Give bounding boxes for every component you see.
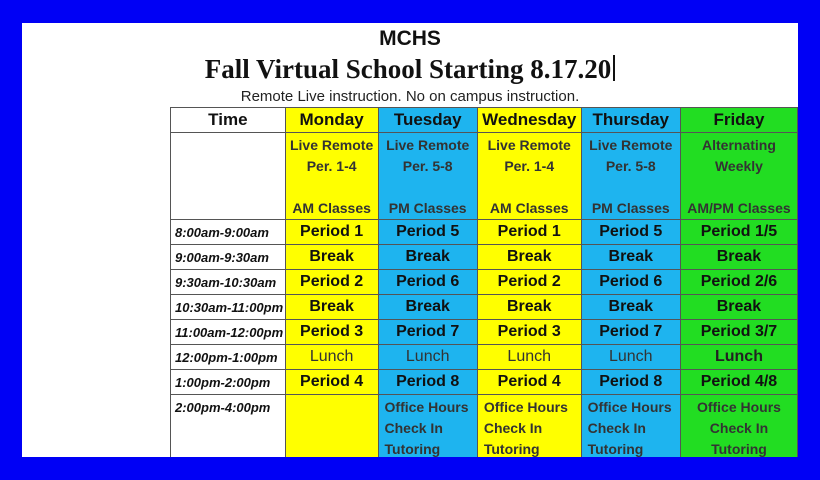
schedule-cell: Period 1: [477, 220, 581, 245]
info-line: Per. 5-8: [402, 158, 453, 174]
info-line: PM Classes: [388, 200, 467, 216]
office-hours-row: [171, 395, 798, 458]
office-line: Tutoring: [711, 441, 767, 457]
schedule-cell: Lunch: [378, 345, 477, 370]
schedule-cell: Period 3: [477, 320, 581, 345]
schedule-cell: Break: [285, 295, 378, 320]
schedule-row: [171, 245, 798, 270]
schedule-cell: Period 8: [581, 370, 680, 395]
schedule-cell: Break: [581, 245, 680, 270]
schedule-cell: Period 5: [378, 220, 477, 245]
info-cell-wednesday: [477, 133, 581, 220]
schedule-row: [171, 370, 798, 395]
info-line: Live Remote: [589, 137, 673, 153]
schedule-cell: Period 2: [477, 270, 581, 295]
schedule-row: [171, 320, 798, 345]
time-cell: 9:30am-10:30am: [171, 270, 286, 295]
schedule-cell: Period 6: [581, 270, 680, 295]
office-cell-wednesday: [477, 395, 581, 458]
office-line: Check In: [709, 420, 769, 436]
schedule-cell: Period 3/7: [680, 320, 797, 345]
header-row: [171, 108, 798, 133]
info-line: Live Remote: [386, 137, 470, 153]
time-cell: 1:00pm-2:00pm: [171, 370, 286, 395]
schedule-cell: Break: [680, 295, 797, 320]
schedule-cell: Lunch: [477, 345, 581, 370]
office-cell-friday: [680, 395, 797, 458]
col-monday: Monday: [285, 108, 378, 133]
time-cell: 11:00am-12:00pm: [171, 320, 286, 345]
office-cell-monday: [285, 395, 378, 458]
office-line: Office Hours: [384, 399, 469, 415]
info-line: Per. 1-4: [306, 158, 357, 174]
schedule-cell: Period 2/6: [680, 270, 797, 295]
info-cell-friday: [680, 133, 797, 220]
office-line: Check In: [483, 420, 543, 436]
info-line: [379, 177, 477, 198]
office-cell-thursday: [581, 395, 680, 458]
schedule-row-lunch: [171, 345, 798, 370]
schedule-title-text: Fall Virtual School Starting 8.17.20: [204, 54, 612, 84]
info-line: [582, 177, 680, 198]
info-line: Per. 1-4: [504, 158, 555, 174]
office-line: Tutoring: [483, 441, 540, 457]
schedule-row: [171, 220, 798, 245]
office-line: Office Hours: [587, 399, 672, 415]
info-line: Live Remote: [289, 137, 374, 153]
schedule-cell: Period 5: [581, 220, 680, 245]
time-cell: 2:00pm-4:00pm: [171, 395, 286, 458]
info-line: PM Classes: [591, 200, 670, 216]
schedule-cell: Period 4/8: [680, 370, 797, 395]
schedule-cell: Period 3: [285, 320, 378, 345]
schedule-table: [170, 107, 798, 457]
schedule-cell: Period 1/5: [680, 220, 797, 245]
schedule-cell: Period 8: [378, 370, 477, 395]
schedule-cell: Period 4: [285, 370, 378, 395]
schedule-cell: Lunch: [285, 345, 378, 370]
office-line: Office Hours: [696, 399, 781, 415]
col-wednesday: Wednesday: [477, 108, 581, 133]
schedule-cell: Lunch: [680, 345, 797, 370]
info-line: [286, 177, 378, 198]
col-thursday: Thursday: [581, 108, 680, 133]
text-cursor: [613, 55, 615, 81]
time-cell: 10:30am-11:00pm: [171, 295, 286, 320]
schedule-cell: Period 7: [581, 320, 680, 345]
info-line: [681, 177, 797, 198]
instruction-note: Remote Live instruction. No on campus instruction.: [240, 88, 580, 105]
office-line: Tutoring: [587, 441, 644, 457]
schedule-row: [171, 295, 798, 320]
schedule-cell: Period 2: [285, 270, 378, 295]
schedule-cell: Break: [680, 245, 797, 270]
info-time-cell: [171, 133, 286, 220]
schedule-cell: Break: [477, 245, 581, 270]
time-cell: 9:00am-9:30am: [171, 245, 286, 270]
schedule-cell: Lunch: [581, 345, 680, 370]
info-line: AM/PM Classes: [687, 200, 791, 216]
office-line: Office Hours: [483, 399, 568, 415]
info-line: [478, 177, 581, 198]
time-cell: 8:00am-9:00am: [171, 220, 286, 245]
school-name: MCHS: [379, 27, 441, 50]
col-friday: Friday: [680, 108, 797, 133]
schedule-cell: Break: [285, 245, 378, 270]
schedule-cell: Period 7: [378, 320, 477, 345]
schedule-title: [22, 54, 798, 85]
schedule-cell: Break: [378, 295, 477, 320]
info-line: Live Remote: [487, 137, 571, 153]
info-cell-monday: [285, 133, 378, 220]
schedule-cell: Break: [378, 245, 477, 270]
info-line: Weekly: [714, 158, 763, 174]
info-row: [171, 133, 798, 220]
time-cell: 12:00pm-1:00pm: [171, 345, 286, 370]
schedule-cell: Break: [581, 295, 680, 320]
schedule-row: [171, 270, 798, 295]
office-line: Check In: [587, 420, 646, 436]
office-line: Check In: [384, 420, 443, 436]
info-cell-tuesday: [378, 133, 477, 220]
office-line: Tutoring: [384, 441, 441, 457]
info-line: AM Classes: [489, 200, 569, 216]
document-page: [22, 23, 798, 457]
office-cell-tuesday: [378, 395, 477, 458]
col-tuesday: Tuesday: [378, 108, 477, 133]
info-cell-thursday: [581, 133, 680, 220]
schedule-cell: Period 6: [378, 270, 477, 295]
info-line: AM Classes: [292, 200, 371, 216]
schedule-cell: Period 4: [477, 370, 581, 395]
col-time: Time: [171, 108, 286, 133]
info-line: Per. 5-8: [605, 158, 656, 174]
info-line: Alternating: [702, 137, 776, 153]
schedule-cell: Break: [477, 295, 581, 320]
schedule-cell: Period 1: [285, 220, 378, 245]
